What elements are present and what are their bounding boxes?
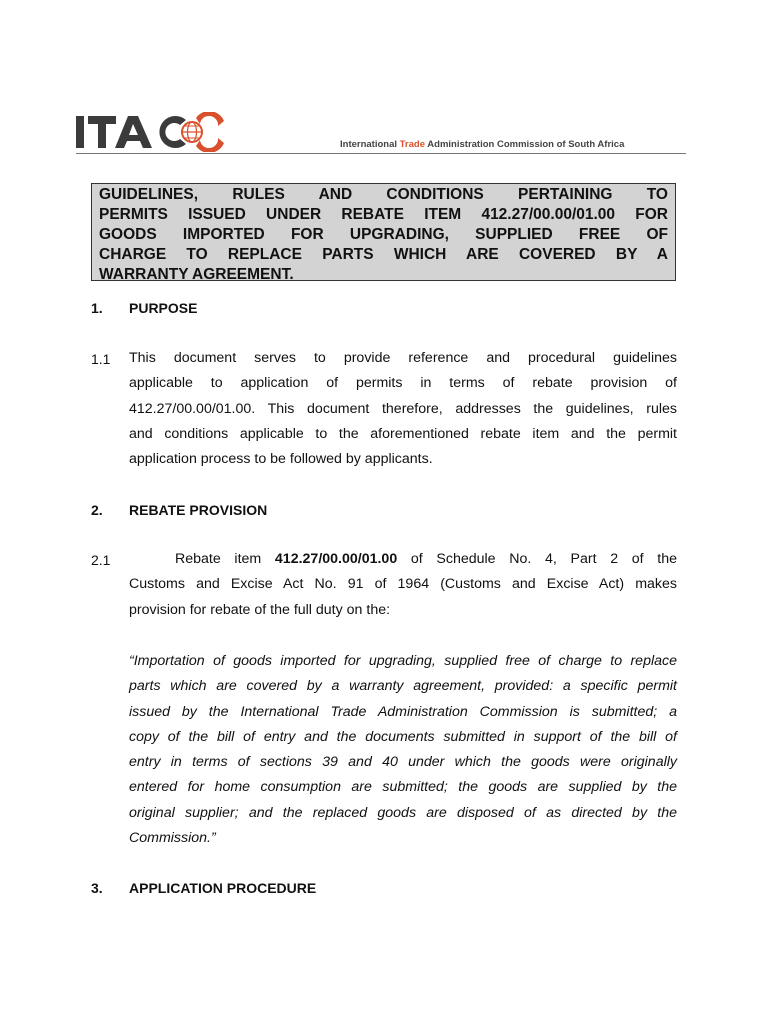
document-title-box (91, 183, 676, 281)
itac-logo-graphic (76, 112, 226, 152)
title-line: PERMITS ISSUED UNDER REBATE ITEM 412.27/00.00/01.00 FOR (99, 206, 668, 223)
commission-tagline: International Trade Administration Commission of South Africa (340, 139, 625, 150)
rebate-quote: “Importation of goods imported for upgrading, supplied free of charge to replace parts which are covered by a warranty agreement, provided: a specific permit issued by the International Trade Administration Commission is submitted; a copy of the bill of entry and the documents submitted in support of the bill of entry in terms of sections 39 and 40 under which the goods were originally entered for home consumption are submitted; the goods are supplied by the original supplier; and the replaced goods are disposed of as directed by the Commission.” (129, 653, 677, 847)
section-2-1-paragraph: Rebate item 412.27/00.00/01.00 of Schedule No. 4, Part 2 of the Customs and Excise Act No. 91 of 1964 (Customs and Excise Act) makes provision for rebate of the full duty on the: (129, 551, 678, 618)
itac-logo (76, 112, 226, 152)
section-1-1-number: 1.1 (91, 351, 111, 367)
section-1-number: 1. (91, 300, 103, 316)
section-2-heading: REBATE PROVISION (129, 502, 268, 518)
title-line: GOODS IMPORTED FOR UPGRADING, SUPPLIED FREE OF (99, 226, 668, 243)
section-1-1-paragraph: This document serves to provide reference and procedural guidelines applicable to application of permits in terms of rebate provision of 412.27/00.00/01.00. This document therefore, addresses the guidelines, rules and conditions applicable to the aforementioned rebate item and the permit application process to be followed by applicants. (129, 350, 677, 468)
section-2-number: 2. (91, 502, 103, 518)
rebate-item-code: 412.27/00.00/01.00 (274, 551, 398, 567)
section-2-1-number: 2.1 (91, 552, 111, 568)
section-1-heading: PURPOSE (129, 300, 198, 316)
title-line: CHARGE TO REPLACE PARTS WHICH ARE COVERED BY A (99, 246, 668, 263)
tagline-trade-highlight: Trade (399, 139, 426, 150)
header-divider (76, 153, 686, 154)
section-3-number: 3. (91, 880, 103, 896)
section-3-heading: APPLICATION PROCEDURE (129, 880, 317, 896)
title-line: GUIDELINES, RULES AND CONDITIONS PERTAINING TO (99, 186, 668, 203)
title-line: WARRANTY AGREEMENT. (99, 266, 294, 283)
